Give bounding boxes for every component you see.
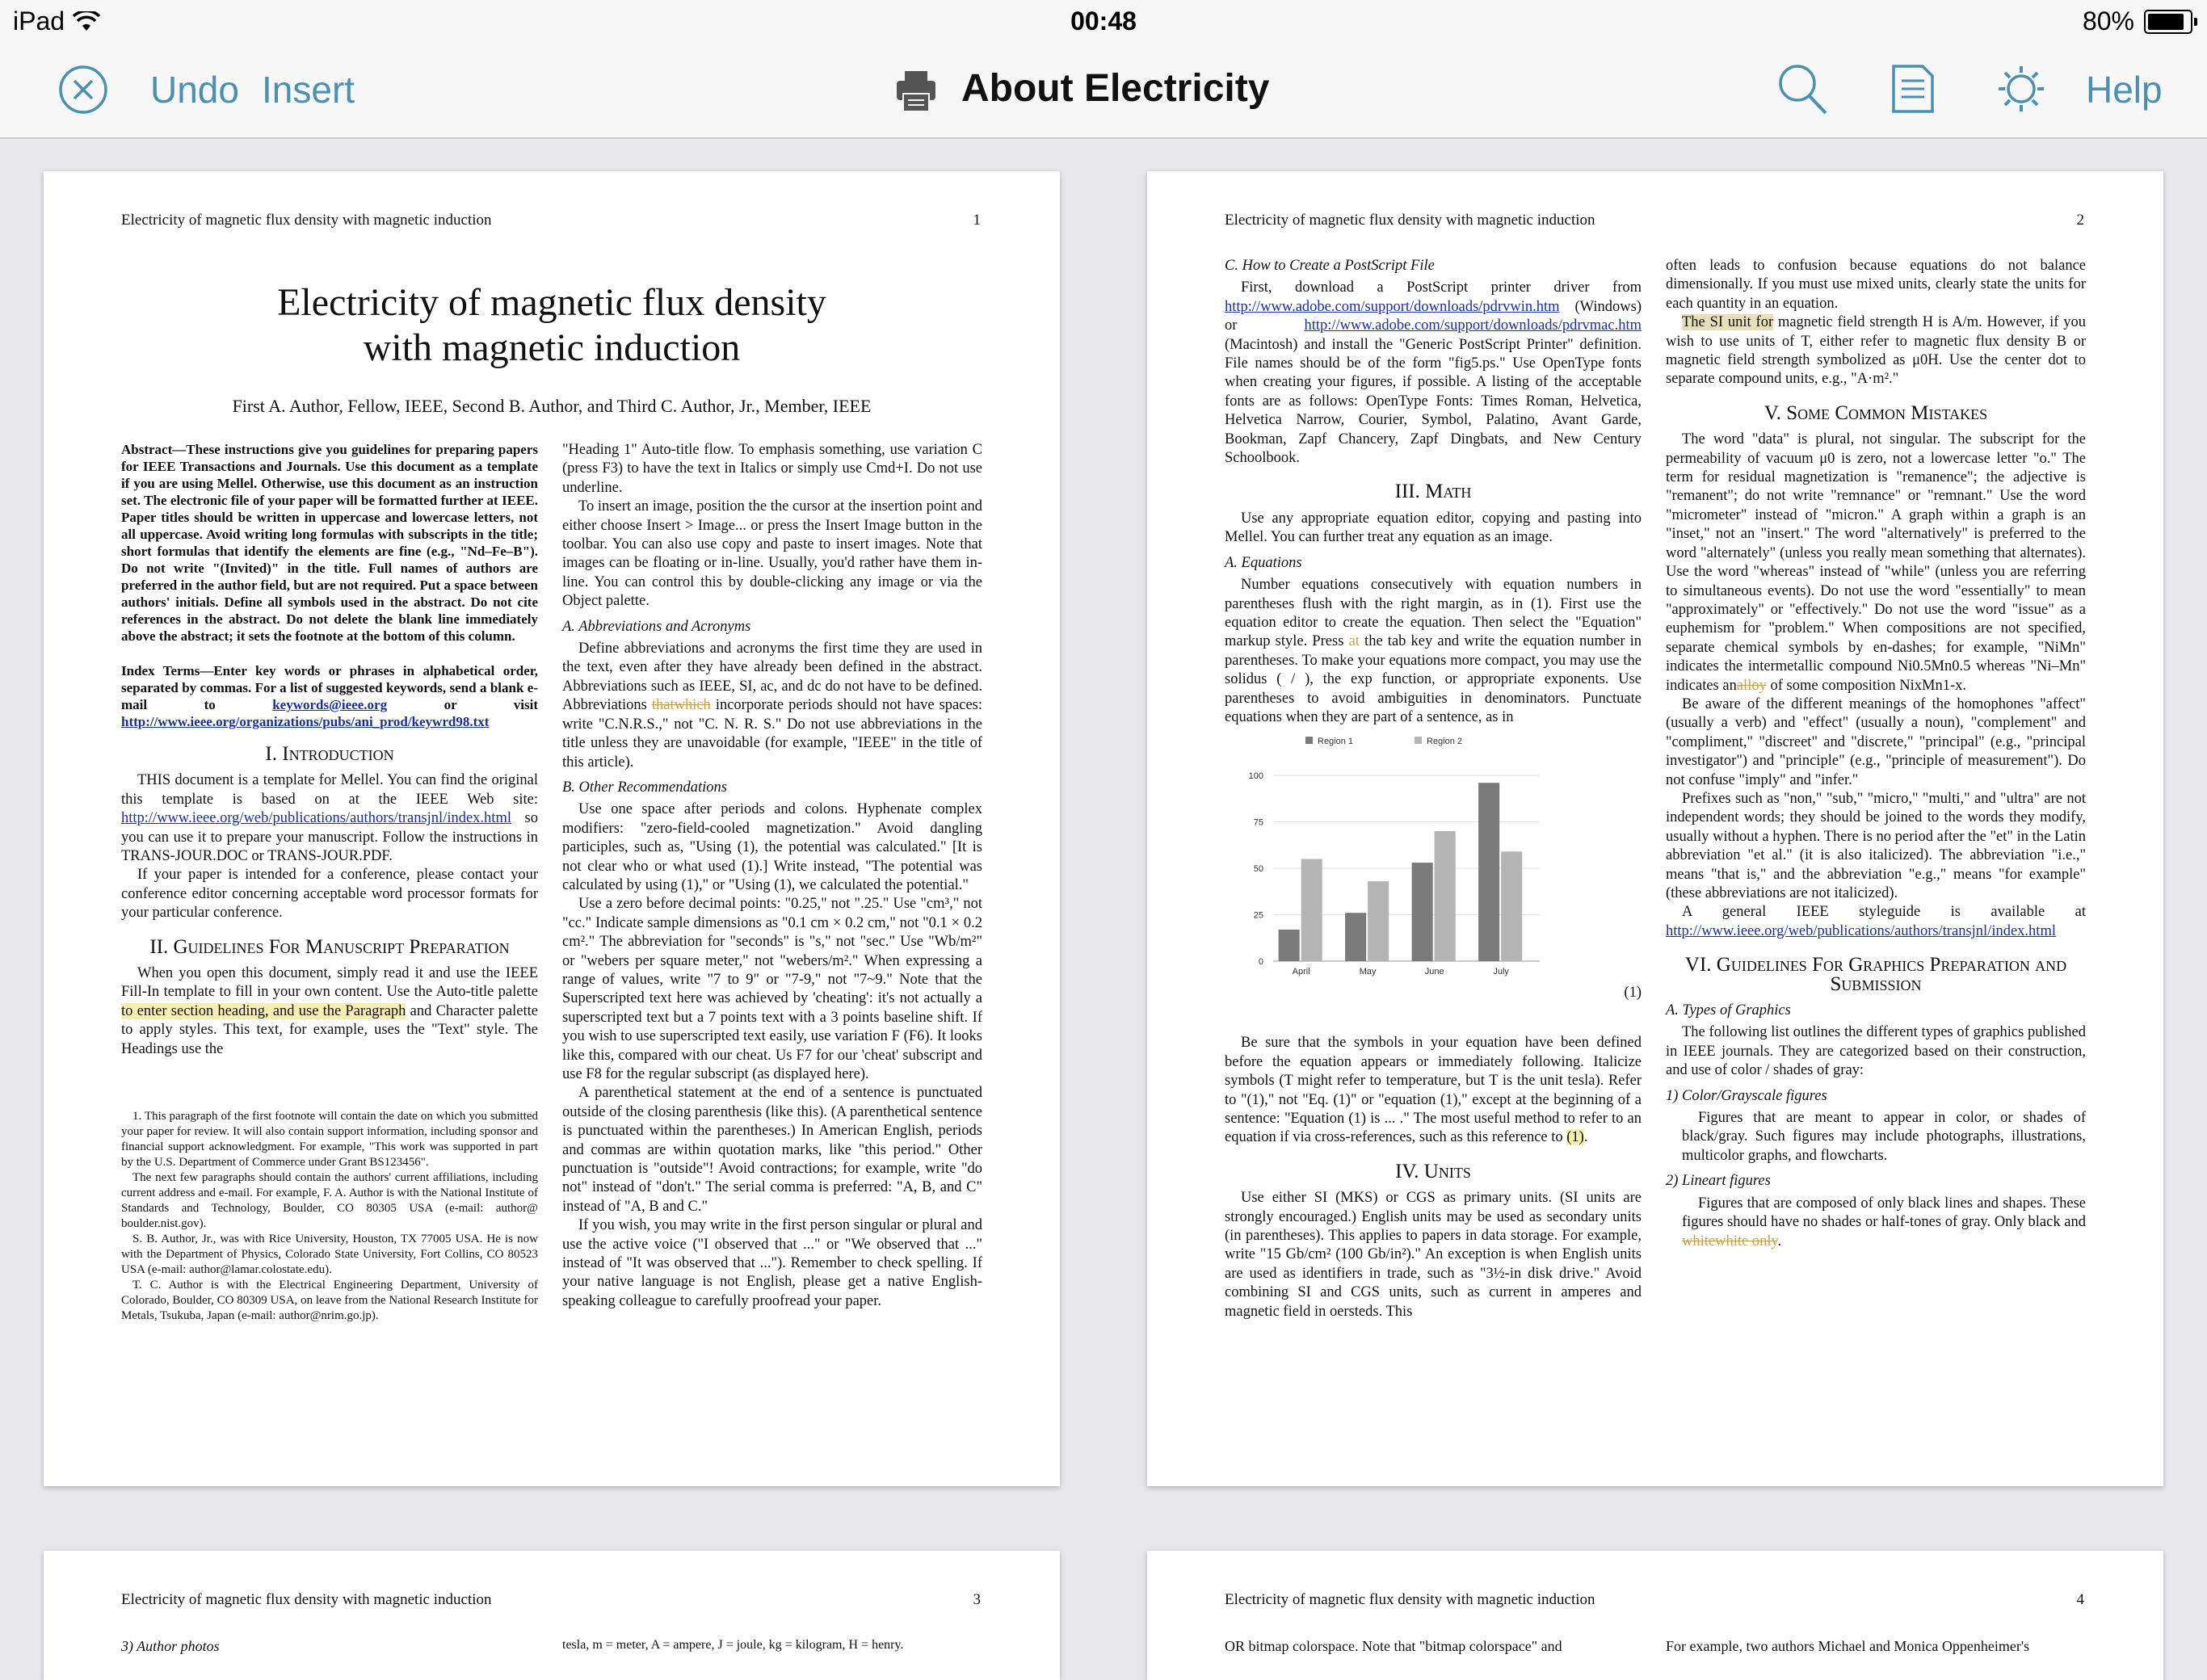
bar-chart[interactable] [1225,727,1642,1034]
battery-icon [2144,10,2192,34]
heading-equations: A. Equations [1225,554,1302,571]
highlighted-si-unit[interactable]: The SI unit for [1682,314,1774,331]
document-outline-icon[interactable] [1892,65,1934,113]
paragraph-data-plural [1666,430,2086,695]
bar [1301,859,1322,962]
search-icon[interactable] [1777,63,1829,116]
legend-label: Region 1 [1318,737,1354,747]
adobe-mac-link[interactable]: http://www.adobe.com/support/downloads/pdrvmac.htm [1304,317,1642,334]
lineart-text-a: Figures that are composed of only black lines and shapes. These figures should have no shades or half-tones of gray. Only black and [1682,1195,2086,1231]
page-1[interactable] [44,171,1060,1486]
right-column [562,441,982,1311]
paragraph-mixed-units: often leads to confusion because equations do not balance dimensionally. If you must use mixed units, clearly state the units for each quantity in an equation. [1666,258,2086,312]
bar [1478,783,1499,962]
heading-postscript: C. How to Create a PostScript File [1225,258,1435,274]
lineart-text-b: . [1777,1233,1782,1250]
heading-lineart-figures: 2) Lineart figures [1666,1173,1771,1190]
bar [1501,852,1522,962]
chart-container [1225,727,1642,1034]
ieee-url-link[interactable]: http://www.ieee.org/web/publications/authors/transjnl/index.html [121,810,511,827]
heading-types-of-graphics: A. Types of Graphics [1666,1002,1791,1019]
paragraph-homophones: Be aware of the different meanings of the homophones "affect" (usually a verb) and "effect" (usually a noun), "complement" and "compliment," "discreet" and "discrete," "principal" (e.g., "principal investigator") and "principle" (e.g., "principle of measurement"). Do not confuse "imply" and "infer." [1666,695,2086,788]
y-tick-label: 25 [1253,910,1263,921]
heading-abbreviations: A. Abbreviations and Acronyms [562,618,751,635]
mistakes-text-a: The word "data" is plural, not singular. The subscript for the permeability of vacuum μ0 is zero, not a lowercase letter "o." The term for residual magnetization is "remanence"; the adjective is "remanent"; do not write "remnance" or "remnant." Use the word "micrometer" instead of "micron." A graph within a graph is an "inset," not an "insert." The word "alternatively" is preferred to the word "alternately" (unless you really mean something that alternates). Use the word "whereas" instead of "while" (unless you are referring to simultaneous events). Do not use the word "essentially" to mean "approximately" or "effectively." Do not use the word "issue" as a euphemism for "problem." When compositions are not specified, separate chemical symbols by en-dashes; for example, "NiMn" indicates the intermetallic compound Ni0.5Mn0.5 whereas "Ni–Mn" indicates an [1666,431,2086,694]
paragraph-decimal: Use a zero before decimal points: "0.25," not ".25." Use "cm³," not "cc." Indicate sample dimensions as "0.1 cm × 0.2 cm," not "0.1 × 0.2 cm²." The abbreviation for "seconds" is "s," not "sec." Use "Wb/m²" or "webers per square meter," not "webers/m²." When expressing a range of values, write "7 to 9" or "7-9," not "7~9." Note that the Superscripted text here was achieved by 'cheating': it's not actually a superscripted text but a 7 points text with a 3 points baseline shift. If you wish to use superscripted text easily, use variation F (F6). It looks like this, compared with our cheat. Us F7 for our 'cheat' subscript and use F8 for the regular subscript (as displayed here). [562,896,982,1082]
footnote-4: T. C. Author is with the Electrical Engineering Department, University of Colorado, Boulder, CO 80309 USA, on leave from the National Research Institute for Metals, Tsukuba, Japan (e-mail: author@nrim.go.jp). [121,1279,538,1323]
equation-number: (1) [1624,985,1642,1002]
y-tick-label: 0 [1258,957,1263,968]
footnote-2: The next few paragraphs should contain the authors' current affiliations, including current address and e-mail. For example, F. A. Author is with the National Institute of Standards and Technology, Boulder, CO 80305 USA (e-mail: author@ boulder.nist.gov). [121,1171,538,1231]
page-number: 3 [973,1591,981,1608]
bitmap-line: OR bitmap colorspace. Note that "bitmap colorspace" and [1225,1638,1562,1654]
legend-label: Region 2 [1427,737,1463,747]
paragraph-color-figures: Figures that are meant to appear in color, or shades of black/gray. Such figures may include photographs, illustrations, multicolor graphs, and flowcharts. [1682,1110,2086,1164]
running-header: Electricity of magnetic flux density with magnetic induction [121,1591,492,1608]
paragraph-math: Use any appropriate equation editor, copying and pasting into Mellel. You can further treat any equation as an image. [1225,510,1642,546]
legend-swatch [1305,737,1313,744]
page-3[interactable] [44,1551,1060,1680]
paragraph-heading-flow: "Heading 1" Auto-title flow. To emphasis something, use variation C (press F3) to have the text in Italics or simply use Cmd+I. Do not use underline. [562,442,982,496]
toolbar [0,45,2207,139]
paragraph-abbreviations [562,640,982,772]
abstract: Abstract—These instructions give you guidelines for preparing papers for IEEE Transactions and Journals. Use this document as a template if you are using Mellel. Otherwise, use this document as an instruction set. The electronic file of your paper will be formatted further at IEEE. Paper titles should be written in uppercase and lowercase letters, not all uppercase. Avoid writing long formulas with subscripts in the title; short formulas that identify the elements are fine (e.g., "Nd–Fe–B"). Do not write "(Invited)" in the title. Full names of authors are preferred in the author field, but are not required. Put a space between authors' initials. Define all symbols used in the abstract. Do not cite references in the abstract. Do not delete the blank line immediately above the abstract; it sets the footnote at the bottom of this column. [121,442,538,644]
device-label: iPad [13,6,65,36]
eq-text-a: Number equations consecutively with equation numbers in parentheses flush with the right margin, as in (1). First use the equation editor to create the equation. Then select the "Equation" markup style. Press [1225,577,1642,650]
paper-title [44,280,1060,371]
styleguide-link[interactable]: http://www.ieee.org/web/publications/authors/transjnl/index.html [1666,922,2056,939]
settings-gear-icon[interactable] [1995,63,2047,115]
y-tick-label: 75 [1253,817,1263,828]
document-title: About Electricity [961,67,1270,110]
page-number: 2 [2076,212,2084,229]
x-tick-label: June [1424,967,1444,977]
close-circle-icon[interactable] [58,65,108,115]
footnotes [121,1109,538,1324]
keywords-email-link[interactable]: keywords@ieee.org [272,697,388,712]
paragraph-symbols: Be sure that the symbols in your equation have been defined before the equation appears or immediately following. Italicize symbols (T might refer to temperature, but T is the unit tesla). Refer to "(1)," not "Eq. (1)" or "equation (1)," except at the beginning of a sentence: "Equation (1) is ... ." The most useful method to refer to an equation if via cross-references, such as this reference to (1). [1225,1035,1642,1146]
left-column [1225,257,1642,1321]
abbr-text-b: incorporate periods should not have spaces: write "C.N.R.S.," not "C. N. R. S." Do not use abbreviations in the title unless they are unavoidable (for example, "IEEE" in the title of this article). [562,697,982,771]
bar [1412,863,1433,961]
example-line: For example, two authors Michael and Monica Oppenheimer's [1666,1638,2030,1654]
paragraph-si-unit [1666,313,2086,389]
x-tick-label: April [1292,967,1310,977]
bar [1368,881,1389,961]
running-header: Electricity of magnetic flux density with magnetic induction [1225,1591,1595,1608]
styleguide-text: A general IEEE styleguide is available at [1682,904,2086,921]
x-tick-label: July [1493,967,1509,977]
ps-text-c: (Macintosh) and install the "Generic PostScript Printer" definition. File names should be of the form "fig5.ps." Use OpenType fonts when creating your figures, if possible. A listing of the acceptable fonts are as follows: OpenType Fonts: Times Roman, Helvetica, Helvetica Narrow, Courier, Symbol, Palatino, Avant Garde, Bookman, Zapf Chancery, Zapf Dingbats, and New Century Schoolbook. [1225,336,1642,467]
heading-color-figures: 1) Color/Grayscale figures [1666,1087,1827,1104]
ps-text-b: (Windows) or [1225,298,1642,334]
heading-author-photos: 3) Author photos [121,1638,220,1654]
heading-graphics: VI. Guidelines For Graphics Preparation and Submission [1684,954,2067,995]
paragraph-postscript [1225,279,1642,468]
adobe-win-link[interactable]: http://www.adobe.com/support/downloads/pdrvwin.htm [1225,298,1560,315]
page-4[interactable] [1147,1551,2163,1680]
paragraph-first-person: If you wish, you may write in the first person singular or plural and use the active voice ("I observed that ..." or "We observed that ..." instead of "It was observed that ..."). Remember to check spelling. If your native language is not English, please get a native English-speaking colleague to carefully proofread your paper. [562,1217,982,1309]
paragraph-prefixes: Prefixes such as "non," "sub," "micro," "multi," and "ultra" are not independent words; they should be joined to the words they modify, usually without a hyphen. There is no period after the "et" in the Latin abbreviation "et al." (it is also italicized). The abbreviation "i.e.," means "that is," and the abbreviation "e.g.," means "for example" (these abbreviations are not italicized). [1666,790,2086,901]
paragraph-units: Use either SI (MKS) or CGS as primary units. (SI units are strongly encouraged.) English units may be used as secondary units (in parentheses). This applies to papers in data storage. For example, write "15 Gb/cm² (100 Gb/in²)." An exception is when English units are used as identifiers in trade, such as "3½-in disk drive." Avoid combining SI and CGS units, such as current in amperes and magnetic field in oersteds. This [1225,1190,1642,1320]
page-number: 4 [2076,1591,2084,1608]
eq-text-b: the tab key and write the equation number in parentheses. To make your equations more compact, you may use the solidus ( / ), the exp function, or appropriate exponents. Use parentheses to avoid ambiguities in denominators. Punctuate equations when they are part of a sentence, as in [1225,633,1642,725]
battery-percent: 80% [2082,6,2134,36]
paragraph-graphics-list: The following list outlines the different types of graphics published in IEEE journals. They are categorized based on their construction, and use of color / shades of gray: [1666,1024,2086,1079]
running-header: Electricity of magnetic flux density with magnetic induction [121,212,492,229]
y-tick-label: 100 [1248,771,1263,782]
heading-introduction: I. Introduction [265,743,394,765]
intro-paragraph-2: If your paper is intended for a conference, please contact your conference editor concerning acceptable word processor formats for your particular conference. [121,867,538,922]
mistakes-text-b: of some composition NixMn1-x. [1766,677,1967,694]
bar [1345,914,1366,962]
title-line-1: Electricity of magnetic flux density [277,281,826,324]
units-line: tesla, m = meter, A = ampere, J = joule, kg = kilogram, H = henry. [562,1638,904,1652]
authors: First A. Author, Fellow, IEEE, Second B. Author, and Third C. Author, Jr., Member, IEEE [232,396,872,416]
running-header: Electricity of magnetic flux density with magnetic induction [1225,212,1595,229]
status-bar [0,0,2207,45]
status-time: 00:48 [1070,6,1137,36]
index-terms [121,662,538,730]
paragraph-spacing: Use one space after periods and colons. Hyphenate complex modifiers: "zero-field-cooled magnetization." Avoid dangling participles, such as, "Using (1), the potential was calculated." [It is not clear who or what used (1).] Write instead, "The potential was calculated by using (1)," or "Using (1), we calculated the potential." [562,801,982,893]
struck-white: whitewhite only [1682,1233,1778,1250]
heading-math: III. Math [1394,481,1472,503]
help-button[interactable]: Help [2086,69,2163,111]
title-line-2: with magnetic induction [363,326,741,369]
ps-text-a: First, download a PostScript printer driver from [1241,279,1642,296]
at-insertion: at [1348,633,1360,650]
index-or-text: or visit [387,697,538,712]
struck-alloy: alloy [1736,677,1767,694]
paragraph-equations [1225,576,1642,727]
intro-paragraph-1 [121,771,538,866]
heading-other-recommendations: B. Other Recommendations [562,779,727,796]
page-2[interactable] [1147,171,2163,1486]
legend-swatch [1415,737,1422,744]
footnote-3: S. B. Author, Jr., was with Rice University, Houston, TX 77005 USA. He is now with the Department of Physics, Colorado State University, Fort Collins, CO 80523 USA (e-mail: author@lamar.colostate.edu). [121,1233,538,1277]
y-tick-label: 50 [1253,864,1263,875]
paragraph-parenthetical: A parenthetical statement at the end of a sentence is punctuated outside of the closing parenthesis (like this). (A parenthetical sentence is punctuated within the parentheses.) In American English, periods and commas are within quotation marks, like "this period." Other punctuation is "outside"! Avoid contractions; for example, write "do not" instead of "don't." The serial comma is preferred: "A, B, and C" instead of "A, B and C." [562,1085,982,1215]
abbr-text-a: Define abbreviations and acronyms the first time they are used in the text, even after they have already been defined in the abstract. Abbreviations such as IEEE, SI, ac, and dc do not have to be defined. Abbreviations [562,640,982,714]
intro-text: THIS document is a template for Mellel. You can find the original this template is based on at the IEEE Web site: [121,772,538,808]
index-terms-text: Index Terms—Enter key words or phrases in alphabetical order, separated by commas. For a list of suggested keywords, send a blank e-mail to [121,663,538,712]
guide-text-a: When you open this document, simply read it and use the IEEE Fill-In template to fill in your own content. Use the Auto-title palette [121,965,538,1001]
heading-guidelines: II. Guidelines For Manuscript Preparation [149,935,510,958]
cross-reference[interactable]: (1) [1566,1129,1584,1146]
footnote-1: 1. This paragraph of the first footnote will contain the date on which you submitted your paper for review. It will also contain support information, including sponsor and financial support acknowledgment. For example, "This work was supported in part by the U.S. Department of Commerce under Grant BS123456". [121,1110,538,1170]
heading-common-mistakes: V. Some Common Mistakes [1763,401,1988,424]
si-text: magnetic field strength H is A/m. However, if you wish to use units of T, either refer to magnetic flux density B or magnetic field strength symbolized as μ0H. Use the center dot to separate compound units, e.g., "A·m²." [1666,314,2086,388]
keywords-url-link[interactable]: http://www.ieee.org/organizations/pubs/ani_prod/keywrd98.txt [121,714,490,729]
paragraph-insert-image: To insert an image, position the the cursor at the insertion point and either choose Insert > Image... or press the Insert Image button in the toolbar. You can also use copy and paste to insert images. Note that images can be floating or in-line. Usually, you'd rather have them in-line. You can control this by double-clicking any image or via the Object palette. [562,498,982,610]
bar [1279,930,1300,961]
heading-units: IV. Units [1395,1160,1471,1182]
insert-button[interactable]: Insert [262,69,355,111]
guide-text-b: and Character palette to apply styles. This text, for example, uses the "Text" style. The Headings use the [121,1002,538,1057]
struck-text: thatwhich [651,697,711,714]
paragraph-lineart-figures [1666,1195,2086,1251]
guidelines-paragraph [121,964,538,1059]
undo-button[interactable]: Undo [150,69,239,111]
x-tick-label: May [1359,967,1377,977]
intro-text-b: so you can use it to prepare your manuscript. Follow the instructions in TRANS-JOUR.DOC or TRANS-JOUR.PDF. [121,810,538,865]
printer-icon [895,69,937,113]
highlighted-text[interactable]: to enter section heading, and use the Paragraph [121,1002,406,1019]
paragraph-styleguide [1666,903,2086,941]
left-column [121,441,538,1324]
right-column [1666,257,2086,1251]
page-number: 1 [973,212,981,229]
bar [1435,831,1456,961]
symbols-text: Be sure that the symbols in your equation have been defined before the equation appears or immediately following. Italicize symbols (T might refer to temperature, but T is the unit tesla). Refer to "(1)," not "Eq. (1)" or "equation (1)," except at the beginning of a sentence: "Equation (1) is ... ." The most useful method to refer to an equation if via cross-references, such as this reference to [1225,1035,1642,1146]
